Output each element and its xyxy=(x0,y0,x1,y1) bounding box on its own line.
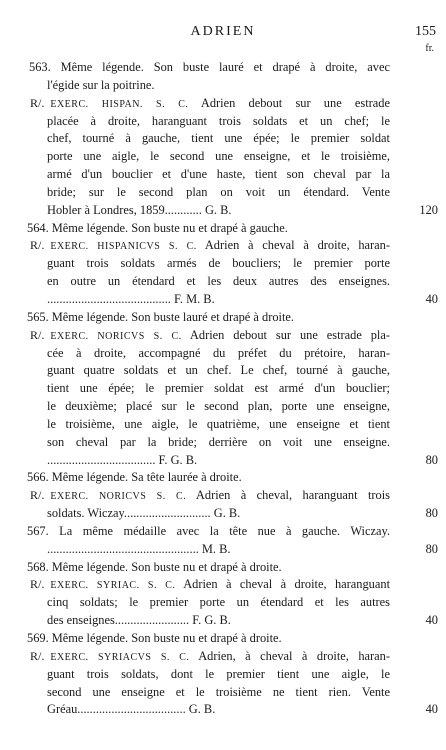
reverse-legend: EXERC. NORICVS S. C. xyxy=(50,330,182,342)
price-value: 40 xyxy=(425,702,438,717)
price-value: 80 xyxy=(425,452,438,467)
line-text xyxy=(47,148,390,166)
line-text xyxy=(47,541,390,559)
line-text xyxy=(29,59,390,77)
catalog-line xyxy=(0,505,446,523)
catalog-line xyxy=(0,398,446,416)
catalog-line xyxy=(0,576,446,594)
catalog-line xyxy=(0,59,446,77)
catalog-line xyxy=(0,469,446,487)
catalog-line xyxy=(0,237,446,255)
running-title: ADRIEN xyxy=(190,24,256,39)
price-unit-label: fr. xyxy=(425,43,434,54)
line-body: l'égide sur la poitrine. xyxy=(47,77,155,92)
line-body: Adrien à cheval à droite, haran- xyxy=(196,238,390,253)
catalog-line xyxy=(0,416,446,434)
line-text xyxy=(47,77,390,95)
line-text xyxy=(30,487,390,505)
line-text xyxy=(47,612,390,630)
line-text xyxy=(47,684,390,702)
line-text xyxy=(30,327,390,345)
catalog-line xyxy=(0,523,446,541)
line-text xyxy=(30,576,390,594)
line-body: 568. Même légende. Son buste nu et drapé à droite. xyxy=(27,559,282,574)
reverse-mark: R/. xyxy=(30,488,45,503)
catalog-line xyxy=(0,113,446,131)
line-body: 564. Même légende. Son buste nu et drapé à gauche. xyxy=(27,220,288,235)
catalog-line xyxy=(0,291,446,309)
line-text xyxy=(47,701,390,719)
line-text xyxy=(47,166,390,184)
reverse-mark: R/. xyxy=(30,648,45,663)
catalog-line xyxy=(0,630,446,648)
page-number: 155 xyxy=(415,24,436,39)
reverse-legend: EXERC. SYRIAC. S. C. xyxy=(50,580,176,592)
catalog-line xyxy=(0,541,446,559)
reverse-mark: R/. xyxy=(30,327,45,342)
catalog-line xyxy=(0,255,446,273)
line-text xyxy=(47,273,390,291)
line-text xyxy=(47,452,390,470)
line-body: ................................................. M. B. xyxy=(47,541,231,556)
catalog-line xyxy=(0,273,446,291)
price-value: 80 xyxy=(425,506,438,521)
line-text xyxy=(47,362,390,380)
line-text xyxy=(47,291,390,309)
catalog-line xyxy=(0,648,446,666)
price-value: 80 xyxy=(425,541,438,556)
line-body: 563. Même légende. Son buste lauré et drapé à droite, avec xyxy=(29,60,390,74)
line-body: soldats. Wiczay............................ G. B. xyxy=(47,506,241,521)
line-body: Adrien debout sur une estrade xyxy=(188,95,390,110)
catalog-line xyxy=(0,666,446,684)
line-text xyxy=(47,398,390,416)
line-text xyxy=(27,559,390,577)
line-body: Hobler à Londres, 1859............ G. B. xyxy=(47,202,232,217)
reverse-legend: EXERC. HISPANICVS S. C. xyxy=(50,241,197,253)
reverse-mark: R/. xyxy=(30,95,45,110)
catalog-line xyxy=(0,612,446,630)
line-text xyxy=(47,184,390,202)
line-body: ................................... F. G. B. xyxy=(47,452,198,467)
line-body: armé d'un bouclier et d'une haste, tient son cheval par la xyxy=(47,167,390,182)
line-text xyxy=(47,130,390,148)
catalog-line xyxy=(0,559,446,577)
catalog-line xyxy=(0,95,446,113)
line-text xyxy=(47,202,390,220)
catalog-line xyxy=(0,166,446,184)
line-body: Adrien, à cheval à droite, haran- xyxy=(189,648,390,663)
reverse-legend: EXERC. SYRIACVS S. C. xyxy=(50,651,190,663)
line-body: en outre un étendard et les deux autres des enseignes. xyxy=(47,274,390,289)
line-body: 565. Même légende. Son buste lauré et drapé à droite. xyxy=(27,309,294,324)
line-body: le troisième, une aigle, le quatrième, une enseigne et tient xyxy=(47,416,390,431)
line-body: des enseignes........................ F. G. B. xyxy=(47,613,231,628)
line-text xyxy=(47,255,390,273)
catalog-line xyxy=(0,684,446,702)
line-body: chef, tourné à gauche, tient une épée; le premier soldat xyxy=(47,131,390,146)
catalog-line xyxy=(0,309,446,327)
line-text xyxy=(27,630,390,648)
catalog-line xyxy=(0,220,446,238)
catalog-line xyxy=(0,184,446,202)
line-body: guant trois soldats, dont le premier tient une aigle, le xyxy=(47,666,390,681)
catalog-line xyxy=(0,130,446,148)
line-body: son cheval par la bride; derrière on voit une enseigne. xyxy=(47,434,390,449)
line-body: Gréau................................... G. B. xyxy=(47,702,216,717)
line-body: porte une aigle, le second une enseigne, et le troisième, xyxy=(47,149,390,164)
reverse-mark: R/. xyxy=(30,238,45,253)
line-text xyxy=(27,523,390,541)
price-value: 40 xyxy=(425,291,438,306)
line-body: guant quatre soldats et un chef. Le chef, tourné à gauche, xyxy=(47,363,390,378)
line-text xyxy=(30,648,390,666)
line-body: second une enseigne et le troisième ne tient rien. Vente xyxy=(47,684,390,699)
line-text xyxy=(47,345,390,363)
line-text xyxy=(27,309,390,327)
line-body: Adrien à cheval, haranguant trois xyxy=(186,488,390,503)
catalog-line xyxy=(0,362,446,380)
line-text xyxy=(27,220,390,238)
line-body: le deuxième; placé sur le second plan, porte une enseigne, xyxy=(47,399,390,414)
line-body: 567. La même médaille avec la tête nue à gauche. Wiczay. xyxy=(27,523,390,538)
line-text xyxy=(47,434,390,452)
line-body: guant trois soldats armés de boucliers; le premier porte xyxy=(47,256,390,271)
reverse-mark: R/. xyxy=(30,577,45,592)
catalog-line xyxy=(0,701,446,719)
reverse-legend: EXERC. HISPAN. S. C. xyxy=(50,98,189,110)
line-text xyxy=(30,95,390,113)
catalog-line xyxy=(0,202,446,220)
catalog-line xyxy=(0,345,446,363)
line-body: ........................................ F. M. B. xyxy=(47,291,215,306)
price-value: 40 xyxy=(425,613,438,628)
catalog-line xyxy=(0,594,446,612)
reverse-legend: EXERC. NORICVS S. C. xyxy=(50,491,187,503)
line-body: placée à droite, haranguant trois soldats et un chef; le xyxy=(47,113,390,128)
catalog-line xyxy=(0,77,446,95)
line-text xyxy=(47,594,390,612)
catalog-entries xyxy=(0,59,446,719)
line-body: bride; sur le second plan on voit un étendard. Vente xyxy=(47,184,390,199)
catalog-line xyxy=(0,148,446,166)
line-body: cée à droite, accompagné du préfet du prétoire, haran- xyxy=(47,345,390,360)
line-body: Adrien debout sur une estrade pla- xyxy=(181,327,390,342)
line-text xyxy=(47,416,390,434)
line-body: 566. Même légende. Sa tête laurée à droite. xyxy=(27,470,242,485)
price-value: 120 xyxy=(419,202,438,217)
catalog-line xyxy=(0,452,446,470)
line-text xyxy=(47,113,390,131)
catalog-line xyxy=(0,380,446,398)
line-text xyxy=(27,469,390,487)
catalog-line xyxy=(0,487,446,505)
line-text xyxy=(47,380,390,398)
catalog-line xyxy=(0,327,446,345)
line-body: tient une épée; le premier soldat est armé d'un bouclier; xyxy=(47,381,390,396)
line-text xyxy=(30,237,390,255)
line-body: 569. Même légende. Son buste nu et drapé à droite. xyxy=(27,631,282,645)
line-text xyxy=(47,505,390,523)
line-body: Adrien à cheval à droite, haranguant xyxy=(175,577,390,592)
line-body: cinq soldats; le premier porte un étendard et les autres xyxy=(47,595,390,610)
line-text xyxy=(47,666,390,684)
catalog-line xyxy=(0,434,446,452)
